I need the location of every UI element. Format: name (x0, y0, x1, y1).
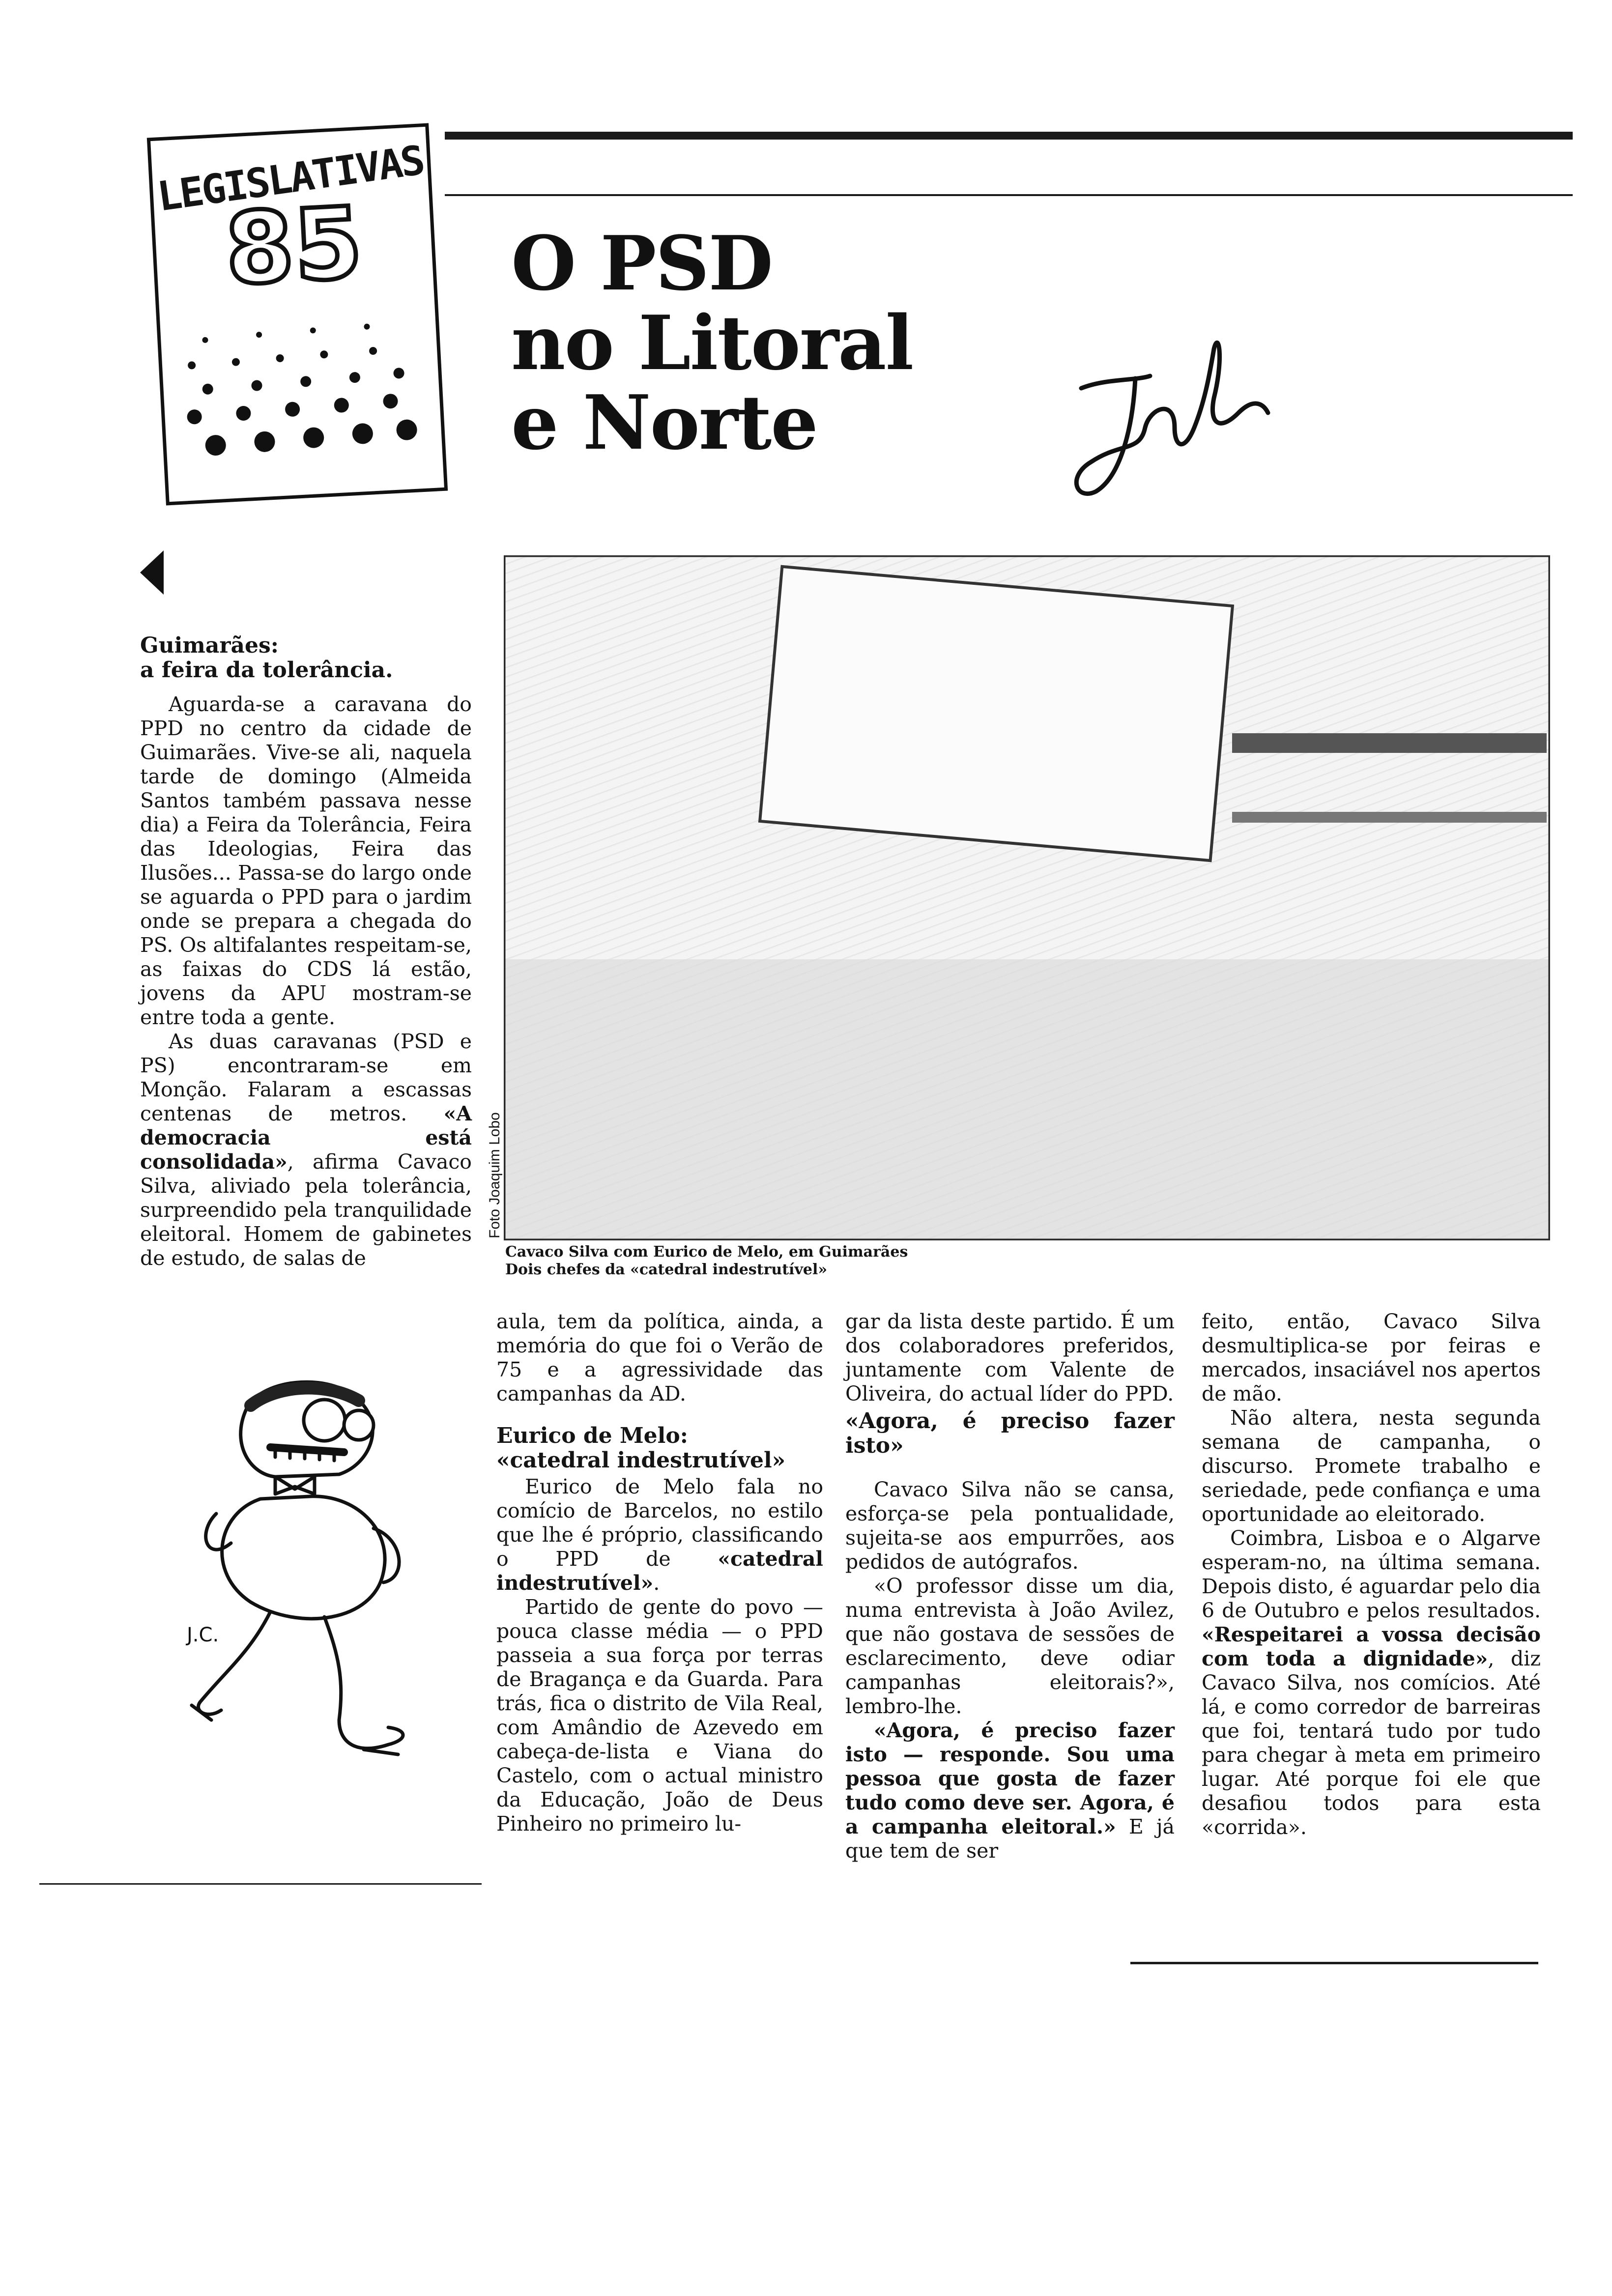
bottom-rule-right (1130, 1962, 1538, 1964)
top-rule-thin (445, 194, 1573, 196)
col3-quote-b: — responde. Sou uma pessoa que gosta de fazer tudo como deve ser. Agora, é a campanha eleitoral.» (845, 1743, 1175, 1838)
column-2 (496, 1310, 823, 1836)
arrow-left-icon (140, 550, 165, 595)
col3-heading: «Agora, é preciso fazer isto» (845, 1408, 1175, 1458)
column-1 (140, 627, 472, 1270)
col2-paragraph-2: Eurico de Melo fala no comício de Barcelos, no estilo que lhe é próprio, classificando o PPD de «catedral indestrutível». (496, 1475, 823, 1595)
polka-dots-icon (170, 314, 433, 474)
column-3 (845, 1310, 1175, 1863)
col2-heading-line-2: «catedral indestrutível» (496, 1448, 786, 1473)
col4-paragraph-3: Coimbra, Lisboa e o Algarve esperam-no, na última semana. Depois disto, é aguardar pelo dia 6 de Outubro e pelos resultados. «Respeitarei a vossa decisão com toda a dignidade», diz Cavaco Silva, nos comícios. Até lá, e como corredor de barreiras que foi, tentará tudo por tudo para chegar à meta em primeiro lugar. Até porque foi ele que desafiou todos para esta «corrida». (1202, 1526, 1541, 1839)
col1-paragraph-1: Aguarda-se a caravana do PPD no centro da cidade de Guimarães. Vive-se ali, naquela tarde de domingo (Almeida Santos também passava nesse dia) a Feira da Tolerância, Feira das Ideologias, Feira das Ilusões... Passa-se do largo onde se aguarda o PPD para o jardim onde se prepara a chegada do PS. Os altifalantes respeitam-se, as faixas do CDS lá estão, jovens da APU mostram-se entre toda a gente. (140, 692, 472, 1029)
col3-paragraph-4: «Agora, é preciso fazer isto — responde. Sou uma pessoa que gosta de fazer tudo como deve ser. Agora, é a campanha eleitoral.» E já que tem de ser (845, 1719, 1175, 1863)
col2-heading (496, 1424, 823, 1473)
cartoon-illustration (177, 1366, 452, 1808)
col1-heading-line-2: a feira da tolerância. (140, 658, 393, 683)
col2-heading-line-1: Eurico de Melo: (496, 1423, 688, 1448)
headline (511, 219, 1003, 466)
photo-caption (505, 1243, 1144, 1279)
col4-paragraph-2: Não altera, nesta segunda semana de campanha, o discurso. Promete trabalho e seriedade, pede confiança e uma oportunidade ao eleitorado. (1202, 1406, 1541, 1526)
col3-quote-a: «Agora, é preciso fazer isto (845, 1719, 1175, 1766)
headline-line-3: e Norte (511, 378, 817, 466)
headline-line-2: no Litoral (511, 299, 913, 387)
col3-paragraph-3: «O professor disse um dia, numa entrevista à João Avilez, que não gostava de sessões de esclarecimento, deve odiar campanhas eleitorais?», lembro-lhe. (845, 1574, 1175, 1718)
section-logo-title: LEGISLATIVAS (154, 137, 426, 221)
col4-quote: «Respeitarei a vossa decisão com toda a dignidade» (1202, 1623, 1541, 1670)
col2-quote: «catedral indestrutível» (496, 1547, 823, 1595)
photo-caption-line-2: Dois chefes da «catedral indestrutível» (505, 1261, 828, 1278)
event-photo (504, 555, 1550, 1240)
cartoon-initials: J.C. (187, 1624, 219, 1646)
photo-credit: Foto Joaquim Lobo (487, 1112, 503, 1238)
bottom-rule-left (39, 1883, 482, 1885)
col1-heading (140, 633, 472, 683)
handwritten-signature (1062, 329, 1278, 516)
section-logo (147, 123, 448, 505)
top-rule-thick (445, 132, 1573, 140)
col2-paragraph-1: aula, tem da política, ainda, a memória do que foi o Verão de 75 e a agressividade das campanhas da AD. (496, 1310, 823, 1406)
col3-paragraph-2: Cavaco Silva não se cansa, esforça-se pela pontualidade, sujeita-se aos empurrões, aos pedidos de autógrafos. (845, 1478, 1175, 1574)
column-4 (1202, 1310, 1541, 1839)
col1-heading-line-1: Guimarães: (140, 633, 279, 658)
col4-paragraph-1: feito, então, Cavaco Silva desmultiplica-se por feiras e mercados, insaciável nos apertos de mão. (1202, 1310, 1541, 1406)
col2-paragraph-3: Partido de gente do povo — pouca classe média — o PPD passeia a sua força por terras de Bragança e da Guarda. Para trás, fica o distrito de Vila Real, com Amândio de Azevedo em cabeça-de-lista e Viana do Castelo, com o actual ministro da Educação, João de Deus Pinheiro no primeiro lu- (496, 1595, 823, 1836)
photo-caption-line-1: Cavaco Silva com Eurico de Melo, em Guimarães (505, 1243, 908, 1261)
col3-paragraph-1: gar da lista deste partido. É um dos colaboradores preferidos, juntamente com Valente de Oliveira, do actual líder do PPD. (845, 1310, 1175, 1406)
headline-line-1: O PSD (511, 219, 773, 307)
col1-quote: «A democracia está consolidada» (140, 1102, 472, 1174)
col1-paragraph-2: As duas caravanas (PSD e PS) encontraram-se em Monção. Falaram a escassas centenas de metros. «A democracia está consolidada», afirma Cavaco Silva, aliviado pela tolerância, surpreendido pela tranquilidade eleitoral. Homem de gabinetes de estudo, de salas de (140, 1030, 472, 1270)
section-logo-year: 85 (222, 186, 365, 308)
